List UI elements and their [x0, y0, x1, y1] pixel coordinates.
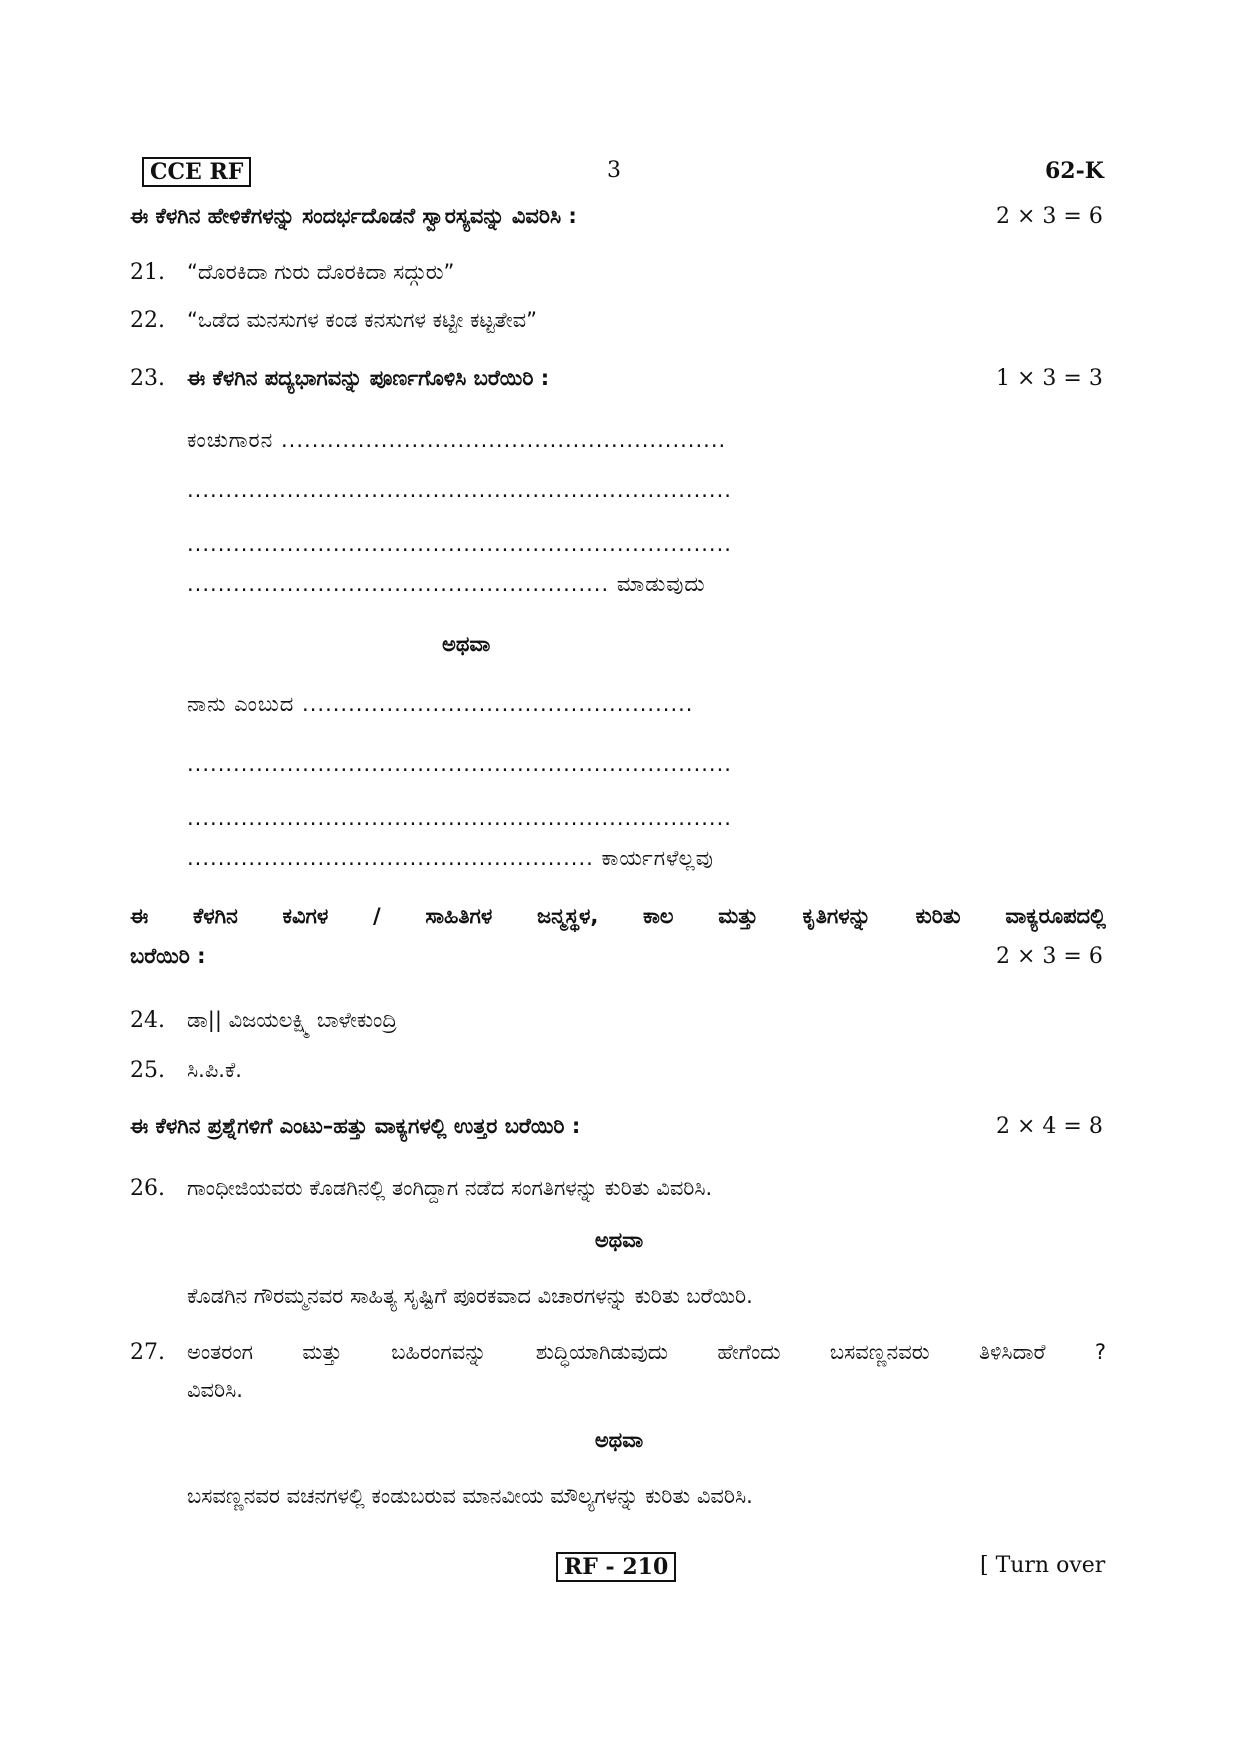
poem-line: .......................................................................: [187, 532, 732, 556]
marks: 1 × 3 = 3: [996, 366, 1103, 391]
or-divider: ಅಥವಾ: [594, 1228, 644, 1252]
marks: 2 × 3 = 6: [996, 944, 1103, 969]
poem-line: ....................................................... ಮಾಡುವುದು: [187, 572, 706, 596]
section-instruction: ಈ ಕೆಳಗಿನ ಹೇಳಿಕೆಗಳನ್ನು ಸಂದರ್ಭದೊಡನೆ ಸ್ವಾರಸ್ಯವನ್ನು ವಿವರಿಸಿ :: [130, 204, 577, 228]
or-divider: ಅಥವಾ: [594, 1428, 644, 1452]
question-number: 22.: [130, 308, 165, 333]
marks: 2 × 4 = 8: [996, 1114, 1103, 1139]
poem-line: ಕಂಚುಗಾರನ ..........................................................: [187, 428, 727, 452]
question-number: 21.: [130, 260, 165, 285]
poem-line: ನಾನು ಎಂಬುದ ...................................................: [187, 692, 694, 716]
or-divider: ಅಥವಾ: [442, 632, 491, 656]
question-number: 27.: [130, 1340, 165, 1365]
question-number: 23.: [130, 366, 165, 391]
question-instruction: ಈ ಕೆಳಗಿನ ಪದ್ಯಭಾಗವನ್ನು ಪೂರ್ಣಗೊಳಿಸಿ ಬರೆಯಿರಿ :: [187, 366, 550, 390]
poem-line: .......................................................................: [187, 806, 732, 830]
question-number: 25.: [130, 1058, 165, 1083]
paper-code-badge: CCE RF: [142, 157, 251, 187]
question-text: “ದೊರಕಿದಾ ಗುರು ದೊರಕಿದಾ ಸದ್ಗುರು”: [187, 260, 455, 284]
poem-line: .......................................................................: [187, 752, 732, 776]
question-text: “ಒಡೆದ ಮನಸುಗಳ ಕಂಡ ಕನಸುಗಳ ಕಟ್ಟೀ ಕಟ್ಟತೇವ”: [187, 308, 538, 332]
poem-line: .......................................................................: [187, 478, 732, 502]
footer-code-badge: RF - 210: [556, 1552, 676, 1582]
turn-over-label: [ Turn over: [980, 1553, 1106, 1578]
question-text-cont: ವಿವರಿಸಿ.: [187, 1378, 243, 1402]
question-text: ಅಂತರಂಗ ಮತ್ತು ಬಹಿರಂಗವನ್ನು ಶುದ್ಧಿಯಾಗಿಡುವುದು ಹೇಗೆಂದು ಬಸವಣ್ಣನವರು ತಿಳಿಸಿದಾರೆ ?: [187, 1340, 1106, 1364]
question-number: 26.: [130, 1176, 165, 1201]
question-alt-text: ಕೊಡಗಿನ ಗೌರಮ್ಮನವರ ಸಾಹಿತ್ಯ ಸೃಷ್ಟಿಗೆ ಪೂರಕವಾದ ವಿಚಾರಗಳನ್ನು ಕುರಿತು ಬರೆಯಿರಿ.: [187, 1284, 753, 1308]
section-instruction-cont: ಬರೆಯಿರಿ :: [130, 944, 206, 968]
marks: 2 × 3 = 6: [996, 204, 1103, 229]
question-alt-text: ಬಸವಣ್ಣನವರ ವಚನಗಳಲ್ಲಿ ಕಂಡುಬರುವ ಮಾನವೀಯ ಮೌಲ್ಯಗಳನ್ನು ಕುರಿತು ವಿವರಿಸಿ.: [187, 1484, 753, 1508]
paper-code: 62-K: [1045, 158, 1104, 184]
question-text: ಸಿ.ಪಿ.ಕೆ.: [187, 1058, 242, 1082]
poem-line: ..................................................... ಕಾರ್ಯಗಳೆಲ್ಲವು: [187, 846, 714, 870]
question-text: ಡಾ|| ವಿಜಯಲಕ್ಷ್ಮಿ ಬಾಳೇಕುಂದ್ರಿ: [187, 1008, 397, 1032]
question-number: 24.: [130, 1008, 165, 1033]
section-instruction: ಈ ಕೆಳಗಿನ ಪ್ರಶ್ನೆಗಳಿಗೆ ಎಂಟು–ಹತ್ತು ವಾಕ್ಯಗಳಲ್ಲಿ ಉತ್ತರ ಬರೆಯಿರಿ :: [130, 1114, 581, 1138]
section-instruction: ಈ ಕೆಳಗಿನ ಕವಿಗಳ / ಸಾಹಿತಿಗಳ ಜನ್ಮಸ್ಥಳ, ಕಾಲ ಮತ್ತು ಕೃತಿಗಳನ್ನು ಕುರಿತು ವಾಕ್ಯರೂಪದಲ್ಲಿ: [130, 904, 1106, 928]
page-number: 3: [607, 158, 621, 183]
question-text: ಗಾಂಧೀಜಿಯವರು ಕೊಡಗಿನಲ್ಲಿ ತಂಗಿದ್ದಾಗ ನಡೆದ ಸಂಗತಿಗಳನ್ನು ಕುರಿತು ವಿವರಿಸಿ.: [187, 1176, 713, 1200]
